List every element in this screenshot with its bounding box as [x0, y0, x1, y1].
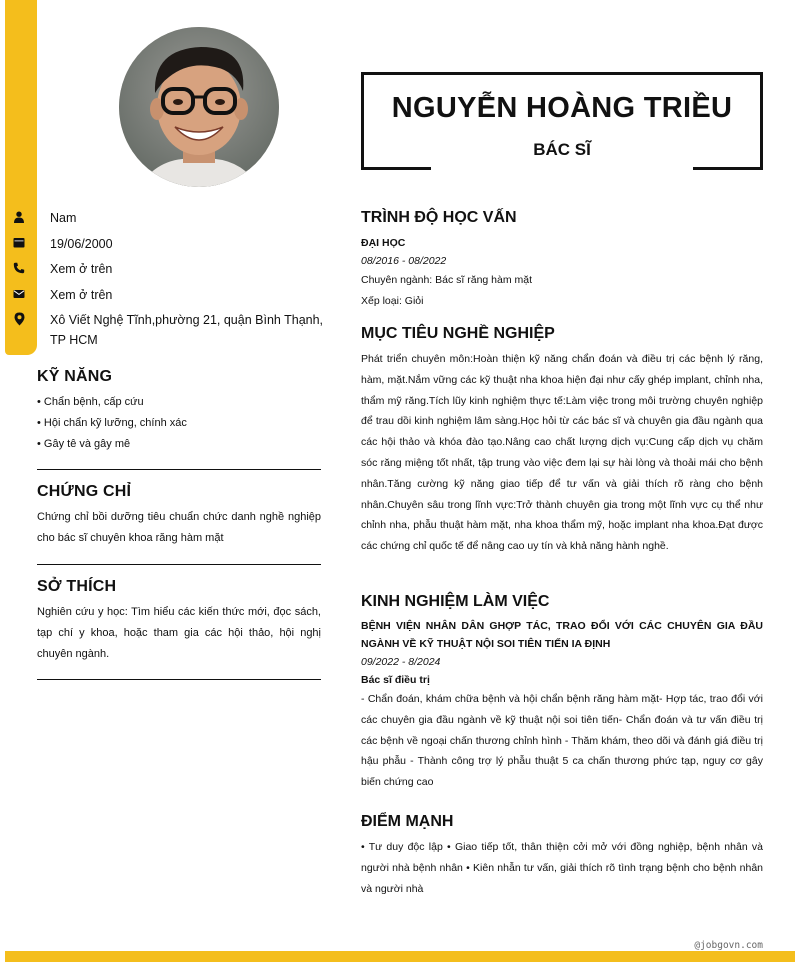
frame-corner-left — [361, 167, 431, 170]
divider — [37, 564, 321, 565]
objective-section — [361, 325, 763, 557]
objective-text: Phát triển chuyên môn:Hoàn thiện kỹ năng chẩn đoán và điều trị các bệnh lý răng, hàm, mặt.Nắm vững các kỹ thuật nha khoa hiện đại như cấy ghép implant, chỉnh nha, thẩm mỹ răng.Tích lũy kinh nghiệm thực tế:Làm việc trong môi trường chuyên nghiệp để trau dồi kinh nghiệm lâm sàng.Học hỏi từ các bác sĩ và chuyên gia đầu ngành qua các hội thảo và khóa đào tạo.Nâng cao chất lượng dịch vụ:Cung cấp dịch vụ chăm sóc răng miệng tốt nhất, tập trung vào việc đem lại sự hài lòng và thoải mái cho bệnh nhân.Tăng cường kỹ năng giao tiếp để tư vấn và giải thích rõ ràng cho bệnh nhân.Chuyên sâu trong lĩnh vực:Trở thành chuyên gia trong một lĩnh vực cụ thể như chỉnh nha, phẫu thuật hàm mặt, nha khoa thẩm mỹ, hoặc implant nha khoa.Đạt được các chứng chỉ quốc tế để nâng cao uy tín và khả năng hành nghề. — [361, 353, 763, 553]
contact-text: Nam — [50, 211, 77, 225]
contact-list — [0, 208, 330, 350]
certificates-section — [37, 483, 321, 549]
calendar-icon — [12, 236, 26, 250]
contact-gender — [0, 208, 330, 234]
section-title: ĐIỂM MẠNH — [361, 813, 454, 830]
education-level: ĐẠI HỌC — [361, 237, 406, 249]
experience-role: Bác sĩ điều trị — [361, 674, 430, 686]
section-title: MỤC TIÊU NGHỀ NGHIỆP — [361, 325, 555, 342]
phone-icon — [12, 261, 26, 275]
contact-phone — [0, 259, 330, 285]
location-pin-icon — [12, 312, 26, 326]
person-icon — [12, 210, 26, 224]
divider — [37, 679, 321, 680]
education-rank: Xếp loại: Giỏi — [361, 294, 424, 307]
section-title: TRÌNH ĐỘ HỌC VẤN — [361, 209, 517, 226]
experience-section — [361, 593, 763, 793]
avatar — [119, 27, 279, 187]
job-title: BÁC SĨ — [533, 140, 591, 159]
skills-list — [37, 392, 321, 455]
section-title: KỸ NĂNG — [37, 368, 113, 385]
experience-date: 09/2022 - 8/2024 — [361, 656, 441, 668]
contact-address — [0, 310, 330, 350]
experience-org: BỆNH VIỆN NHÂN DÂN GHỢP TÁC, TRAO ĐỔI VỚI CÁC CHUYÊN GIA ĐẦU NGÀNH VỀ KỸ THUẬT NỘI SOI TIÊN TIẾN IA ĐỊNH — [361, 620, 763, 650]
contact-text: Xem ở trên — [50, 287, 113, 302]
section-title: KINH NGHIỆM LÀM VIỆC — [361, 593, 550, 610]
email-icon — [12, 287, 26, 301]
avatar-photo — [119, 27, 279, 187]
education-major: Chuyên ngành: Bác sĩ răng hàm mặt — [361, 274, 533, 286]
candidate-name: NGUYỄN HOÀNG TRIỀU — [391, 92, 733, 124]
contact-text: Xô Viết Nghệ Tĩnh,phường 21, quận Bình Thạnh, TP HCM — [50, 313, 324, 347]
section-title: CHỨNG CHỈ — [37, 483, 132, 500]
contact-email — [0, 285, 330, 311]
hobbies-section — [37, 578, 321, 665]
frame-corner-right — [693, 167, 763, 170]
strengths-text: • Tư duy độc lập • Giao tiếp tốt, thân thiện cởi mở với đồng nghiệp, bệnh nhân và người nhà bệnh nhân • Kiên nhẫn tư vấn, giải thích rõ tình trạng bệnh cho bệnh nhân và người nhà — [361, 841, 763, 895]
list-item: • Gây tê và gây mê — [37, 438, 131, 450]
list-item: • Chẩn bệnh, cấp cứu — [37, 396, 144, 408]
education-date: 08/2016 - 08/2022 — [361, 255, 447, 267]
list-item: • Hội chẩn kỹ lưỡng, chính xác — [37, 417, 187, 429]
contact-text: 19/06/2000 — [50, 236, 113, 251]
divider — [37, 469, 321, 470]
skills-section — [37, 368, 321, 455]
contact-text: Xem ở trên — [50, 262, 113, 276]
certificates-text: Chứng chỉ bồi dưỡng tiêu chuẩn chức danh nghề nghiệp cho bác sĩ chuyên khoa răng hàm mặt — [37, 511, 321, 544]
bottom-accent-bar — [5, 951, 795, 962]
experience-text: - Chẩn đoán, khám chữa bệnh và hội chẩn bệnh răng hàm mặt- Hợp tác, trao đổi với các chuyên gia đầu ngành về kỹ thuật nội soi tiên tiến- Chẩn đoán và tư vấn điều trị các bệnh về ngoại chấn thương chỉnh hình - Thăm khám, theo dõi và đánh giá điều trị hậu phẫu - Thành công trợ lý phẫu thuật 5 ca chấn thương phức tạp, nguy cơ gây biến chứng cao — [361, 693, 763, 789]
watermark: @jobgovn.com — [694, 940, 763, 951]
contact-birthday — [0, 234, 330, 260]
section-title: SỞ THÍCH — [37, 578, 117, 595]
education-section — [361, 209, 763, 311]
hobbies-text: Nghiên cứu y học: Tìm hiểu các kiến thức mới, đọc sách, tạp chí y khoa, hoặc tham gia các hội thảo, hội nghị chuyên ngành. — [37, 606, 321, 660]
strengths-section — [361, 813, 763, 899]
